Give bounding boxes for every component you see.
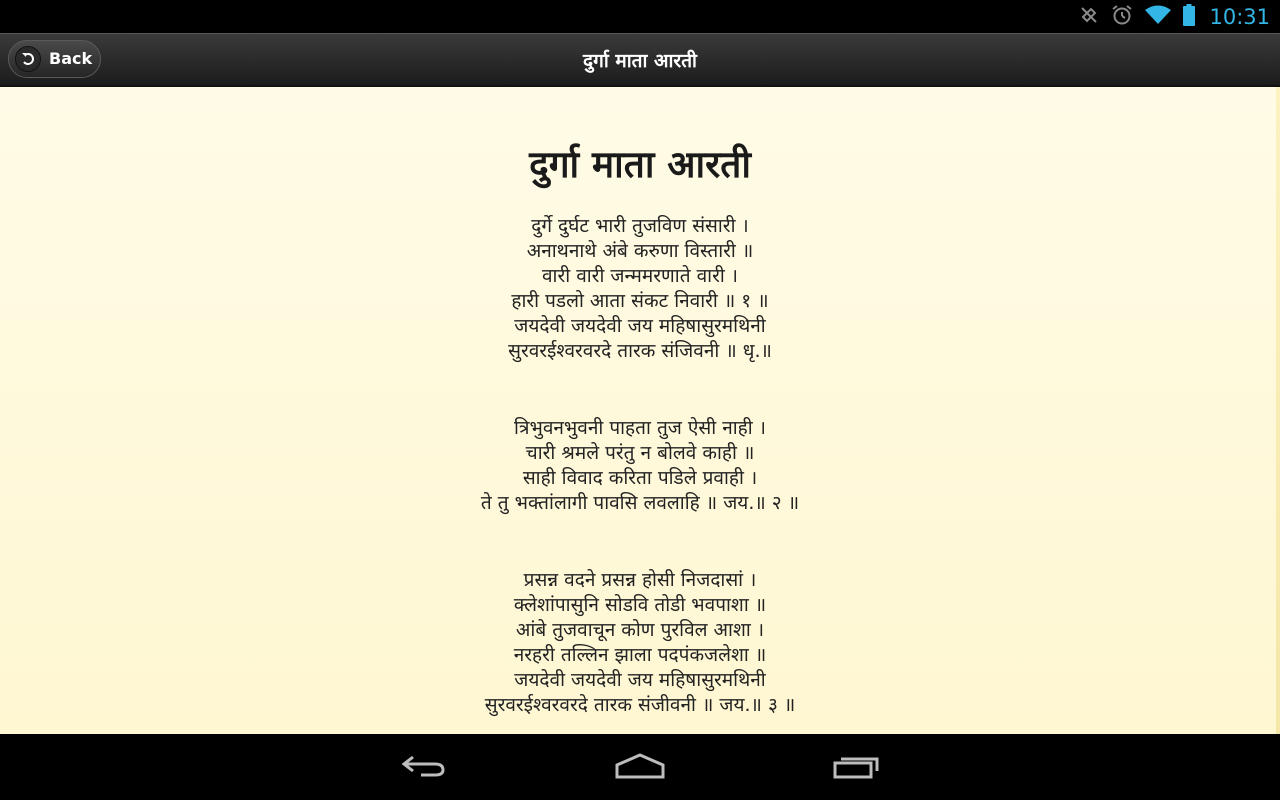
verse-line: वारी वारी जन्ममरणाते वारी । bbox=[541, 265, 738, 287]
verse-line: आंबे तुजवाचून कोण पुरविल आशा । bbox=[515, 619, 765, 641]
page-title: दुर्गा माता आरती bbox=[529, 143, 751, 186]
verse-line: क्लेशांपासुनि सोडवि तोडी भवपाशा ॥ bbox=[513, 594, 767, 616]
verse-line: नरहरी तल्लिन झाला पदपंकजलेशा ॥ bbox=[513, 644, 767, 666]
verse-line: चारी श्रमले परंतु न बोलवे काही ॥ bbox=[525, 442, 755, 464]
action-bar-title: दुर्गा माता आरती bbox=[583, 50, 697, 72]
verse-line: सुरवरईश्वरवरदे तारक संजिवनी ॥ धृ.॥ bbox=[508, 340, 772, 362]
home-nav-icon bbox=[615, 753, 665, 783]
verse-line: प्रसन्न वदने प्रसन्न होसी निजदासां । bbox=[523, 569, 757, 591]
action-bar bbox=[0, 33, 1280, 87]
verse-line: सुरवरईश्वरवरदे तारक संजीवनी ॥ जय.॥ ३ ॥ bbox=[484, 694, 796, 716]
system-nav-bar bbox=[0, 734, 1280, 800]
verse-line: हारी पडलो आता संकट निवारी ॥ १ ॥ bbox=[511, 290, 769, 312]
stanza-1 bbox=[0, 214, 1280, 364]
recent-apps-icon bbox=[833, 753, 881, 783]
nav-recent-button[interactable] bbox=[827, 748, 887, 788]
wifi-icon bbox=[1145, 5, 1171, 29]
verse-line: दुर्गे दुर्घट भारी तुजविण संसारी । bbox=[531, 215, 749, 237]
muted-icon bbox=[1079, 5, 1099, 29]
clock-time: 10:31 bbox=[1209, 4, 1270, 29]
verse-line: जयदेवी जयदेवी जय महिषासुरमथिनी bbox=[514, 315, 766, 337]
stanza-3 bbox=[0, 568, 1280, 718]
verse-line: अनाथनाथे अंबे करुणा विस्तारी ॥ bbox=[526, 240, 754, 262]
status-icons bbox=[1079, 0, 1270, 33]
verse-line: जयदेवी जयदेवी जय महिषासुरमथिनी bbox=[514, 669, 766, 691]
verse-line: ते तु भक्तांलागी पावसि लवलाहि ॥ जय.॥ २ ॥ bbox=[480, 492, 800, 514]
stanza-2 bbox=[0, 416, 1280, 516]
verse-line: त्रिभुवनभुवनी पाहता तुज ऐसी नाही । bbox=[514, 417, 766, 439]
battery-icon bbox=[1183, 4, 1195, 30]
nav-back-button[interactable] bbox=[394, 748, 454, 788]
back-button-label: Back bbox=[49, 49, 93, 68]
verse-line: साही विवाद करिता पडिले प्रवाही । bbox=[522, 467, 758, 489]
status-bar bbox=[0, 0, 1280, 33]
nav-home-button[interactable] bbox=[610, 748, 670, 788]
back-nav-icon bbox=[401, 753, 447, 783]
alarm-icon bbox=[1111, 4, 1133, 30]
aarti-content[interactable] bbox=[0, 87, 1280, 734]
scroll-edge bbox=[1276, 87, 1280, 734]
